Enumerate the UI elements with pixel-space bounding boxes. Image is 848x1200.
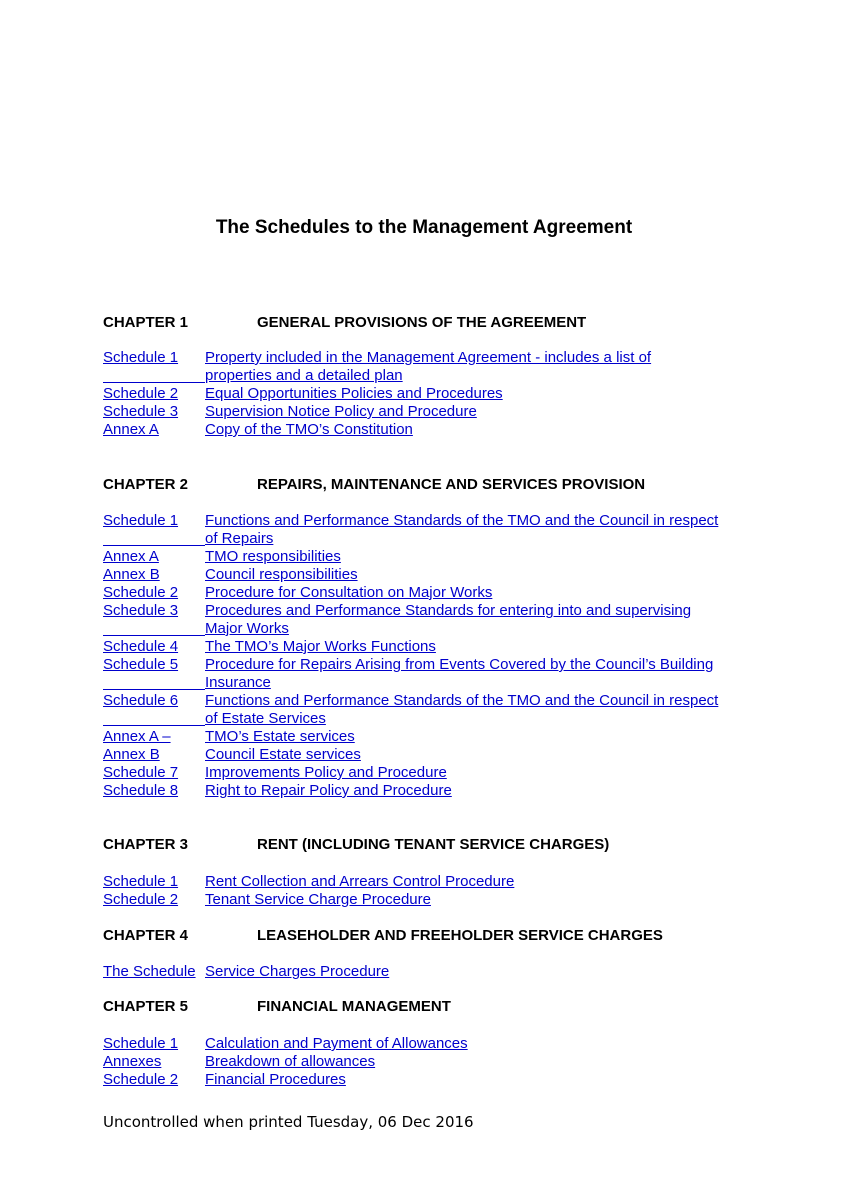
chapter-entries	[103, 963, 763, 981]
link-underline	[103, 382, 205, 383]
schedule-key-label: Schedule 1	[103, 512, 179, 529]
schedule-key-label: Schedule 3	[103, 602, 179, 619]
schedule-key[interactable]	[103, 963, 205, 981]
schedule-title-line: Copy of the TMO’s Constitution	[205, 421, 413, 438]
page-title: The Schedules to the Management Agreement	[215, 217, 633, 238]
print-footer: Uncontrolled when printed Tuesday, 06 Dec 2016	[103, 1113, 474, 1131]
schedule-title-line: Rent Collection and Arrears Control Procedure	[205, 873, 515, 890]
toc-link[interactable]	[103, 656, 763, 692]
schedule-key-label: Schedule 6	[103, 692, 179, 709]
toc-link[interactable]	[103, 512, 763, 548]
schedule-key[interactable]	[103, 692, 205, 710]
toc-link[interactable]	[103, 1053, 763, 1071]
schedule-key[interactable]	[103, 512, 205, 530]
chapter-title: FINANCIAL MANAGEMENT	[257, 998, 451, 1015]
chapter-entries	[103, 1035, 763, 1089]
link-underline	[103, 689, 205, 690]
schedule-title-line: of Estate Services	[205, 710, 326, 727]
toc-link[interactable]	[103, 421, 763, 439]
toc-link[interactable]	[103, 891, 763, 909]
toc-link[interactable]	[103, 1071, 763, 1089]
toc-link[interactable]	[103, 963, 763, 981]
schedule-key-label: Schedule 2	[103, 1071, 179, 1088]
schedule-key[interactable]	[103, 548, 205, 566]
schedule-key[interactable]	[103, 1053, 205, 1071]
schedule-title-line: Insurance	[205, 674, 271, 691]
schedule-key[interactable]	[103, 602, 205, 620]
schedule-key[interactable]	[103, 656, 205, 674]
chapter-heading	[103, 476, 645, 493]
schedule-title-line: Procedure for Consultation on Major Works	[205, 584, 493, 601]
schedule-title-line: Major Works	[205, 620, 289, 637]
toc-link[interactable]	[103, 602, 763, 638]
toc-link[interactable]	[103, 692, 763, 728]
schedule-title-line: Procedures and Performance Standards for entering into and supervising	[205, 602, 692, 619]
link-underline	[103, 725, 205, 726]
chapter-heading	[103, 314, 586, 331]
toc-link[interactable]	[103, 873, 763, 891]
schedule-key[interactable]	[103, 403, 205, 421]
schedule-key-label: Schedule 4	[103, 638, 179, 655]
schedule-title-line: Council responsibilities	[205, 566, 358, 583]
toc-link[interactable]	[103, 548, 763, 566]
chapter-heading	[103, 998, 451, 1015]
schedule-key-label: Schedule 8	[103, 782, 179, 799]
chapter-title: REPAIRS, MAINTENANCE AND SERVICES PROVISION	[257, 476, 646, 493]
schedule-title-line: Functions and Performance Standards of the TMO and the Council in respect	[205, 512, 719, 529]
schedule-key-label: Schedule 2	[103, 891, 179, 908]
chapter-entries	[103, 873, 763, 909]
schedule-key[interactable]	[103, 873, 205, 891]
schedule-title-line: properties and a detailed plan	[205, 367, 403, 384]
chapter-number: CHAPTER 3	[103, 836, 189, 853]
schedule-key[interactable]	[103, 1071, 205, 1089]
schedule-title-line: Service Charges Procedure	[205, 963, 390, 980]
schedule-key[interactable]	[103, 638, 205, 656]
toc-link[interactable]	[103, 385, 763, 403]
toc-link[interactable]	[103, 1035, 763, 1053]
schedule-key[interactable]	[103, 782, 205, 800]
toc-link[interactable]	[103, 566, 763, 584]
schedule-key[interactable]	[103, 1035, 205, 1053]
schedule-title-line: Procedure for Repairs Arising from Events Covered by the Council’s Building	[205, 656, 714, 673]
chapter-number: CHAPTER 4	[103, 927, 189, 944]
schedule-title-line: Financial Procedures	[205, 1071, 346, 1088]
schedule-key-label: Annex B	[103, 566, 160, 583]
toc-link[interactable]	[103, 403, 763, 421]
schedule-key-label: Schedule 3	[103, 403, 179, 420]
link-underline	[103, 635, 205, 636]
schedule-key-label: Schedule 1	[103, 349, 179, 366]
schedule-title-line: Right to Repair Policy and Procedure	[205, 782, 452, 799]
schedule-key[interactable]	[103, 764, 205, 782]
schedule-key[interactable]	[103, 349, 205, 367]
schedule-key[interactable]	[103, 891, 205, 909]
schedule-key-label: Schedule 1	[103, 1035, 179, 1052]
schedule-key[interactable]	[103, 746, 205, 764]
schedule-title-line: TMO responsibilities	[205, 548, 341, 565]
schedule-title-line: Improvements Policy and Procedure	[205, 764, 447, 781]
toc-link[interactable]	[103, 584, 763, 602]
schedule-key-label: Schedule 1	[103, 873, 179, 890]
chapter-heading	[103, 927, 663, 944]
schedule-key-label: Annex A	[103, 548, 159, 565]
toc-link[interactable]	[103, 782, 763, 800]
schedule-title-line: TMO’s Estate services	[205, 728, 355, 745]
schedule-title-line: Supervision Notice Policy and Procedure	[205, 403, 477, 420]
schedule-key[interactable]	[103, 421, 205, 439]
toc-link[interactable]	[103, 638, 763, 656]
schedule-key-label: Schedule 7	[103, 764, 179, 781]
schedule-title-line: Breakdown of allowances	[205, 1053, 376, 1070]
chapter-title: LEASEHOLDER AND FREEHOLDER SERVICE CHARGES	[257, 927, 663, 944]
chapter-entries	[103, 349, 763, 439]
schedule-key[interactable]	[103, 728, 205, 746]
schedule-key[interactable]	[103, 566, 205, 584]
schedule-key-label: Schedule 2	[103, 584, 179, 601]
schedule-key-label: The Schedule	[103, 963, 196, 980]
chapter-entries	[103, 512, 763, 800]
schedule-title-line: The TMO’s Major Works Functions	[205, 638, 436, 655]
schedule-title-line: Equal Opportunities Policies and Procedures	[205, 385, 503, 402]
schedule-key-label: Annex A	[103, 421, 159, 438]
chapter-heading	[103, 836, 609, 853]
chapter-number: CHAPTER 5	[103, 998, 189, 1015]
schedule-key-label: Annex B	[103, 746, 160, 763]
toc-link[interactable]	[103, 728, 763, 746]
toc-link[interactable]	[103, 746, 763, 764]
schedule-title-line: Functions and Performance Standards of the TMO and the Council in respect	[205, 692, 719, 709]
chapter-number: CHAPTER 1	[103, 314, 189, 331]
schedule-key-label: Annexes	[103, 1053, 162, 1070]
schedule-key[interactable]	[103, 584, 205, 602]
toc-link[interactable]	[103, 349, 763, 385]
chapter-number: CHAPTER 2	[103, 476, 189, 493]
schedule-key-label: Schedule 5	[103, 656, 179, 673]
chapter-title: RENT (INCLUDING TENANT SERVICE CHARGES)	[257, 836, 610, 853]
schedule-title-line: of Repairs	[205, 530, 274, 547]
schedule-title-line: Calculation and Payment of Allowances	[205, 1035, 468, 1052]
schedule-title-line: Tenant Service Charge Procedure	[205, 891, 431, 908]
schedule-key-label: Annex A –	[103, 728, 171, 745]
schedule-title-line: Property included in the Management Agreement - includes a list of	[205, 349, 652, 366]
link-underline	[103, 545, 205, 546]
chapter-title: GENERAL PROVISIONS OF THE AGREEMENT	[257, 314, 587, 331]
schedule-key[interactable]	[103, 385, 205, 403]
schedule-title-line: Council Estate services	[205, 746, 361, 763]
toc-link[interactable]	[103, 764, 763, 782]
schedule-key-label: Schedule 2	[103, 385, 179, 402]
